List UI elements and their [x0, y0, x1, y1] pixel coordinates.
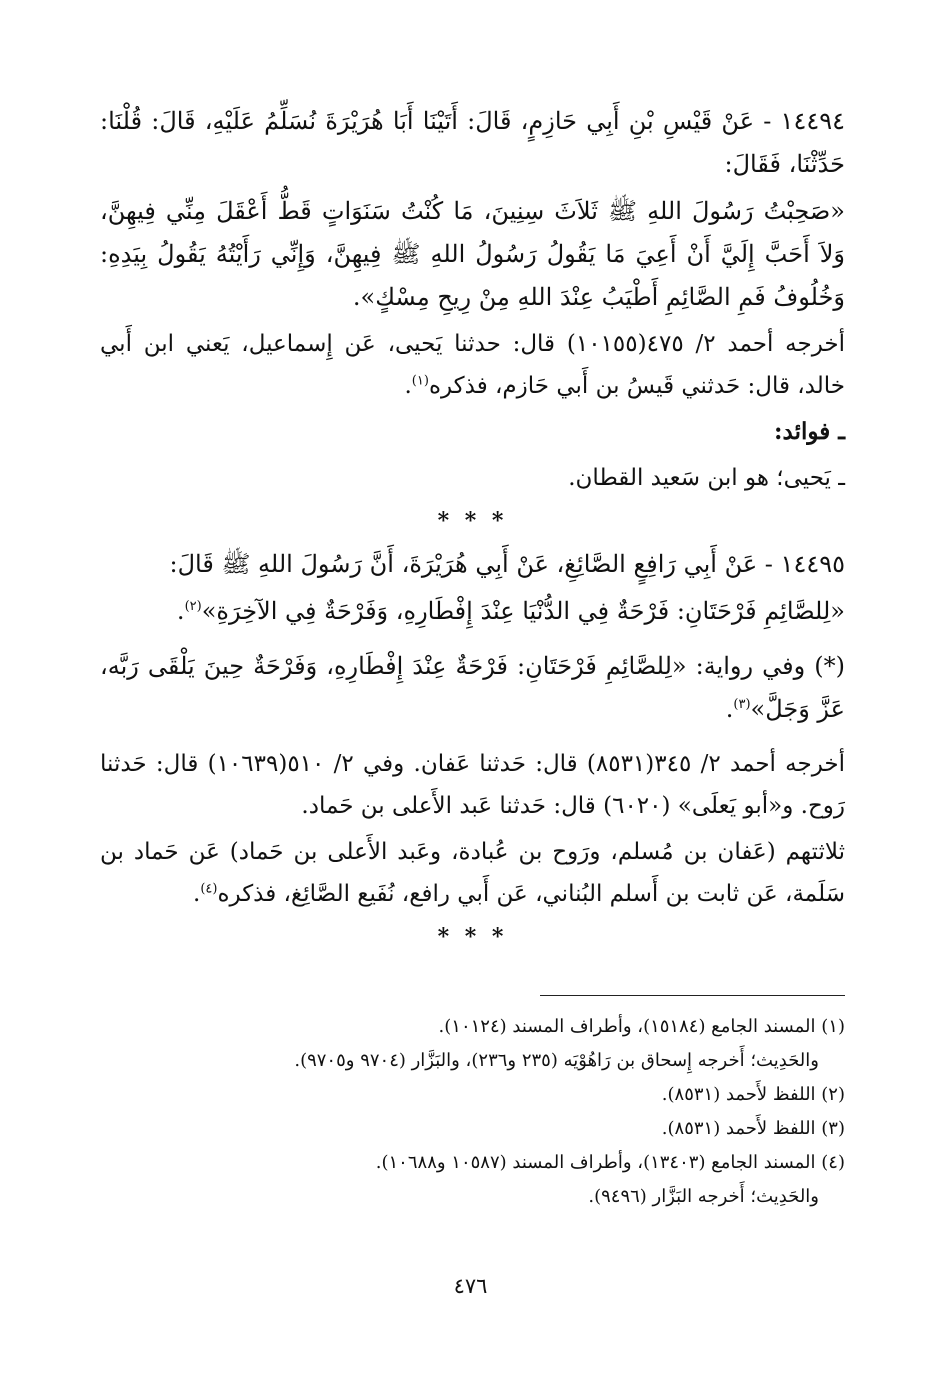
takhrij-text: أخرجه أحمد ٢/ ٤٧٥(١٠١٥٥) قال: حدثنا يَحيى، عَن إِسماعيل، يَعني ابن أَبي خالد، قال: حَدثني قَيسُ بن أَبي حَازم، فذكره — [100, 331, 846, 399]
hadith-14494-takhrij: أخرجه أحمد ٢/ ٤٧٥(١٠١٥٥) قال: حدثنا يَحيى، عَن إِسماعيل، يَعني ابن أَبي خالد، قال: حَدثني قَيسُ بن أَبي حَازم، فذكره$^{(١)}$. — [100, 331, 846, 399]
hadith-14495-intro: ١٤٤٩٥ - عَنْ أَبِي رَافِعٍ الصَّائِغِ، عَنْ أَبِي هُرَيْرَةَ، أَنَّ رَسُولَ اللهِ ﷺ قَالَ: — [169, 550, 845, 578]
page-number: ٤٧٦ — [453, 1274, 488, 1298]
hadith-14495-text: «لِلصَّائِمِ فَرْحَتَانِ: فَرْحَةٌ فِي الدُّنْيَا عِنْدَ إِفْطَارِهِ، وَفَرْحَةٌ فِي الآخِرَةِ»$^{(٢)}$. — [176, 597, 845, 625]
footnote-ref-1: (١) — [411, 373, 429, 389]
footnote-line: (٤) المسند الجامع (١٣٤٠٣)، وأطراف المسند (١٠٥٨٧ و١٠٦٨٨). — [375, 1152, 845, 1173]
riwaya-text: (*) وفي رواية: «لِلصَّائِمِ فَرْحَتَانِ: فَرْحَةٌ عِنْدَ إِفْطَارِهِ، وَفَرْحَةٌ حِينَ يَلْقَى رَبَّه، عَزَّ وَجَلَّ» — [100, 652, 845, 723]
footnotes — [100, 1010, 845, 1214]
footnote-ref-2: (٢) — [184, 599, 202, 614]
footnote-ref-4: (٤) — [200, 881, 218, 897]
hadith-14494-intro: ١٤٤٩٤ - عَنْ قَيْسِ بْنِ أَبِي حَازِمٍ، قَالَ: أَتَيْنَا أَبَا هُرَيْرَةَ نُسَلِّمُ عَلَيْهِ، قَالَ: قُلْنَا: حَدِّثْنَا، فَقَالَ: — [100, 107, 845, 178]
section-separator: * * * — [437, 508, 508, 534]
hadith-14495-riwaya: (*) وفي رواية: «لِلصَّائِمِ فَرْحَتَانِ: فَرْحَةٌ عِنْدَ إِفْطَارِهِ، وَفَرْحَةٌ حِينَ يَلْقَى رَبَّه، عَزَّ وَجَلَّ»$^{(٣)}$. — [100, 652, 845, 723]
hadith-14495-takhrij-1: أخرجه أحمد ٢/ ٣٤٥(٨٥٣١) قال: حَدثنا عَفان. وفي ٢/ ٥١٠(١٠٦٣٩) قال: حَدثنا رَوح. و«أبو يَعلَى» (٦٠٢٠) قال: حَدثنا عَبد الأَعلى بن حَماد. — [100, 751, 846, 819]
footnote-line: (١) المسند الجامع (١٥١٨٤)، وأطراف المسند (١٠١٢٤). — [438, 1016, 845, 1037]
hadith-14494-text: «صَحِبْتُ رَسُولَ اللهِ ﷺ ثَلاَثَ سِنِينَ، مَا كُنْتُ سَنَوَاتٍ قَطُّ أَعْقَلَ مِنِّي فِيهِنَّ، وَلاَ أَحَبَّ إِلَيَّ أَنْ أَعِيَ مَا يَقُولُ رَسُولُ اللهِ ﷺ فِيهِنَّ، وَإِنِّي رَأَيْتُهُ يَقُولُ بِيَدِهِ: وَخُلُوفُ فَمِ الصَّائِمِ أَطْيَبُ عِنْدَ اللهِ مِنْ رِيحِ مِسْكٍ». — [100, 197, 845, 311]
footnote-ref-3: (٣) — [733, 697, 751, 712]
takhrij-text: ثلاثتهم (عَفان بن مُسلم، ورَوح بن عُبادة، وعَبد الأَعلى بن حَماد) عَن حَماد بن سَلَمة، عَن ثابت بن أَسلم البُناني، عَن أَبي رافع، نُفَيع الصَّائِغ، فذكره — [100, 839, 845, 907]
fawaid-item: ـ يَحيى؛ هو ابن سَعيد القطان. — [568, 465, 845, 491]
footnote-line: (٢) اللفظ لأَحمد (٨٥٣١). — [661, 1084, 845, 1105]
footnote-line: والحَدِيث؛ أَخرجه البَزَّار (٩٤٩٦). — [588, 1186, 819, 1207]
footnote-line: (٣) اللفظ لأَحمد (٨٥٣١). — [661, 1118, 845, 1139]
fawaid-heading: ـ فوائد: — [774, 418, 845, 445]
page-body — [100, 100, 845, 1214]
footnote-line: والحَدِيث؛ أَخرجه إِسحاق بن رَاهُوْيَه (٢٣٥ و٢٣٦)، والبَزَّار (٩٧٠٤ و٩٧٠٥). — [294, 1050, 819, 1071]
footnote-divider — [540, 995, 845, 996]
hadith-14495-takhrij-2: ثلاثتهم (عَفان بن مُسلم، ورَوح بن عُبادة، وعَبد الأَعلى بن حَماد) عَن حَماد بن سَلَمة، عَن ثابت بن أَسلم البُناني، عَن أَبي رافع، نُفَيع الصَّائِغ، فذكره$^{(٤)}$. — [100, 839, 845, 907]
section-separator: * * * — [437, 924, 508, 950]
hadith-text: «لِلصَّائِمِ فَرْحَتَانِ: فَرْحَةٌ فِي الدُّنْيَا عِنْدَ إِفْطَارِهِ، وَفَرْحَةٌ فِي الآخِرَةِ» — [201, 597, 845, 625]
